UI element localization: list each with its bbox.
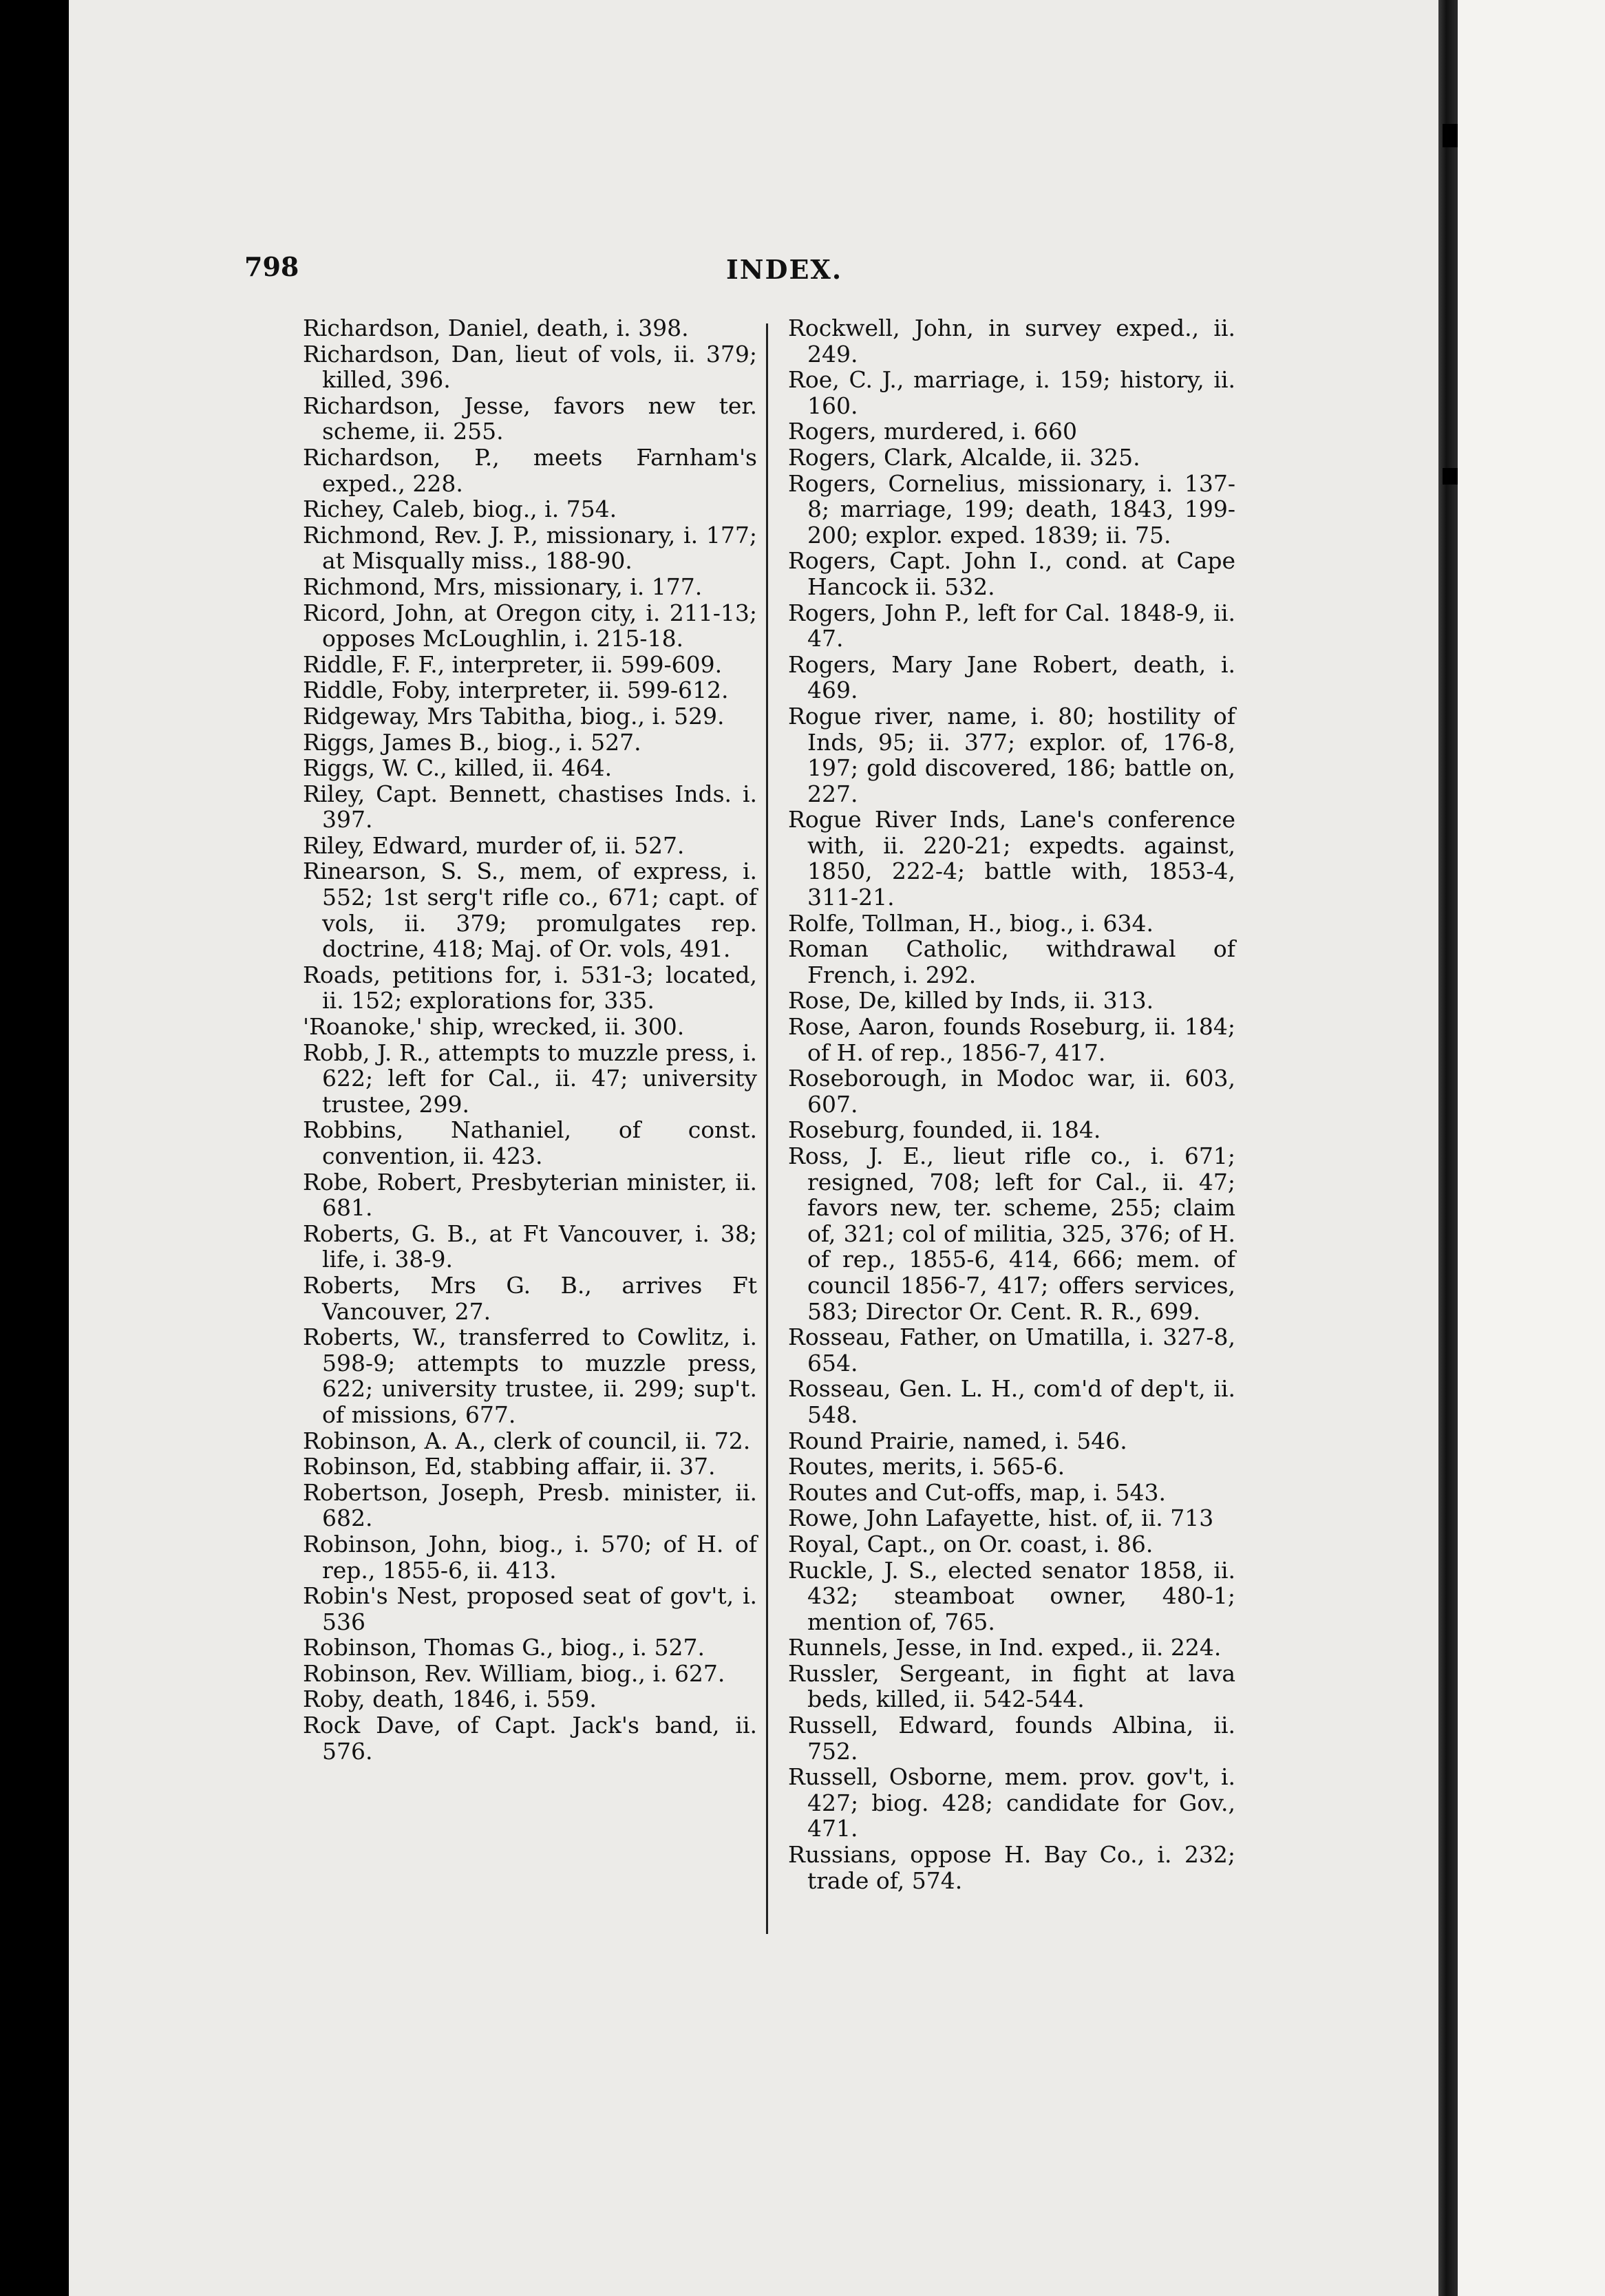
index-entry: 'Roanoke,' ship, wrecked, ii. 300. — [303, 1013, 685, 1041]
index-entry: Rosseau, Father, on Umatilla, i. 327-8, 654. — [788, 1324, 1235, 1376]
index-entry: Russler, Sergeant, in fight at lava beds, killed, ii. 542-544. — [788, 1659, 1235, 1713]
index-entry: Ross, J. E., lieut rifle co., i. 671; resigned, 708; left for Cal., ii. 47; favors new, ter. scheme, 255; claim of, 321; col of militia, 325, 376; of H. of rep., 1855-6, 414, 666; mem. of council 1856-7, 417; offers services, 583; Director Or. Cent. R. R., 699. — [788, 1142, 1235, 1325]
index-entry: Robertson, Joseph, Presb. minister, ii. 682. — [303, 1478, 757, 1532]
index-entry: Robe, Robert, Presbyterian minister, ii. 681. — [303, 1168, 757, 1222]
index-entry: Rolfe, Tollman, H., biog., i. 634. — [788, 909, 1154, 937]
index-entry: Rogers, murdered, i. 660 — [788, 418, 1077, 445]
index-entry: Richardson, Dan, lieut of vols, ii. 379; killed, 396. — [303, 340, 757, 394]
index-entry: Robinson, John, biog., i. 570; of H. of rep., 1855-6, ii. 413. — [303, 1530, 757, 1584]
facing-page-edge — [1438, 0, 1605, 2296]
index-entry: Russell, Edward, founds Albina, ii. 752. — [788, 1712, 1235, 1765]
index-entry: Rosseau, Gen. L. H., com'd of dep't, ii. 548. — [788, 1375, 1235, 1428]
index-entry: Riggs, James B., biog., i. 527. — [303, 728, 641, 756]
index-entry: Richardson, Jesse, favors new ter. scheme, ii. 255. — [303, 392, 757, 445]
index-entry: Ruckle, J. S., elected senator 1858, ii. 432; steamboat owner, 480-1; mention of, 765. — [788, 1556, 1235, 1635]
index-entry: Robinson, A. A., clerk of council, ii. 72. — [303, 1427, 751, 1454]
index-entry: Runnels, Jesse, in Ind. exped., ii. 224. — [788, 1634, 1222, 1661]
index-entry: Richey, Caleb, biog., i. 754. — [303, 496, 617, 523]
book-spine — [1438, 0, 1458, 2296]
index-entry: Robin's Nest, proposed seat of gov't, i. 536 — [303, 1582, 757, 1635]
index-entry: Riddle, F. F., interpreter, ii. 599-609. — [303, 650, 723, 678]
index-entry: Routes, merits, i. 565-6. — [788, 1453, 1065, 1480]
index-entry: Rogers, Capt. John I., cond. at Cape Hancock ii. 532. — [788, 547, 1235, 600]
index-entry: Robbins, Nathaniel, of const. convention, ii. 423. — [303, 1116, 757, 1169]
scan-border-left — [0, 0, 69, 2296]
index-entry: Roseburg, founded, ii. 184. — [788, 1116, 1101, 1144]
index-entry: Rock Dave, of Capt. Jack's band, ii. 576. — [303, 1712, 757, 1765]
index-entry: Russians, oppose H. Bay Co., i. 232; trade of, 574. — [788, 1841, 1235, 1894]
index-entry: Roseborough, in Modoc war, ii. 603, 607. — [788, 1065, 1235, 1118]
index-entry: Rogers, Cornelius, missionary, i. 137-8; marriage, 199; death, 1843, 199-200; explor. exped. 1839; ii. 75. — [788, 469, 1235, 549]
page-header — [244, 251, 1249, 293]
index-column-right — [788, 315, 1235, 1893]
index-entry: Robb, J. R., attempts to muzzle press, i. 622; left for Cal., ii. 47; university trustee, 299. — [303, 1039, 757, 1118]
index-entry: Riley, Edward, murder of, ii. 527. — [303, 831, 685, 859]
index-column-left — [303, 315, 757, 1764]
index-entry: Richmond, Rev. J. P., missionary, i. 177; at Misqually miss., 188-90. — [303, 521, 757, 575]
index-entry: Robinson, Ed, stabbing affair, ii. 37. — [303, 1453, 716, 1480]
column-divider — [766, 323, 768, 1934]
index-entry: Roads, petitions for, i. 531-3; located, ii. 152; explorations for, 335. — [303, 961, 757, 1014]
index-entry: Richardson, Daniel, death, i. 398. — [303, 315, 689, 341]
index-entry: Robinson, Thomas G., biog., i. 527. — [303, 1634, 705, 1661]
index-entry: Rose, Aaron, founds Roseburg, ii. 184; of H. of rep., 1856-7, 417. — [788, 1013, 1235, 1066]
index-entry: Roe, C. J., marriage, i. 159; history, ii. 160. — [788, 366, 1235, 419]
index-entry: Routes and Cut-offs, map, i. 543. — [788, 1478, 1166, 1506]
index-entry: Rogers, Clark, Alcalde, ii. 325. — [788, 443, 1140, 471]
index-entry: Riley, Capt. Bennett, chastises Inds. i. 397. — [303, 780, 757, 833]
running-head: INDEX. — [726, 254, 843, 285]
index-entry: Russell, Osborne, mem. prov. gov't, i. 427; biog. 428; candidate for Gov., 471. — [788, 1763, 1235, 1842]
index-entry: Roberts, W., transferred to Cowlitz, i. 598-9; attempts to muzzle press, 622; university trustee, ii. 299; sup't. of missions, 677. — [303, 1324, 757, 1428]
index-entry: Richardson, P., meets Farnham's exped., 228. — [303, 443, 757, 497]
spine-mark — [1443, 124, 1458, 147]
index-entry: Ricord, John, at Oregon city, i. 211-13; opposes McLoughlin, i. 215-18. — [303, 599, 757, 652]
index-entry: Rose, De, killed by Inds, ii. 313. — [788, 987, 1154, 1014]
index-entry: Richmond, Mrs, missionary, i. 177. — [303, 573, 703, 600]
index-entry: Roman Catholic, withdrawal of French, i. 292. — [788, 935, 1235, 988]
index-entry: Rogers, John P., left for Cal. 1848-9, ii. 47. — [788, 599, 1235, 652]
index-entry: Ridgeway, Mrs Tabitha, biog., i. 529. — [303, 702, 725, 730]
index-entry: Rogue River Inds, Lane's conference with, ii. 220-21; expedts. against, 1850, 222-4; battle with, 1853-4, 311-21. — [788, 806, 1235, 911]
index-entry: Rockwell, John, in survey exped., ii. 249. — [788, 315, 1235, 368]
index-entry: Riddle, Foby, interpreter, ii. 599-612. — [303, 677, 729, 704]
page-number: 798 — [244, 251, 299, 282]
index-entry: Riggs, W. C., killed, ii. 464. — [303, 754, 613, 782]
index-entry: Robinson, Rev. William, biog., i. 627. — [303, 1659, 725, 1687]
index-entry: Round Prairie, named, i. 546. — [788, 1427, 1127, 1454]
spine-mark — [1443, 468, 1458, 485]
index-entry: Roberts, G. B., at Ft Vancouver, i. 38; life, i. 38-9. — [303, 1220, 757, 1273]
index-entry: Rinearson, S. S., mem, of express, i. 552; 1st serg't rifle co., 671; capt. of vols, ii. 379; promulgates rep. doctrine, 418; Maj. of Or. vols, 491. — [303, 858, 757, 963]
index-entry: Rogue river, name, i. 80; hostility of Inds, 95; ii. 377; explor. of, 176-8, 197; gold discovered, 186; battle on, 227. — [788, 702, 1235, 807]
index-entry: Roby, death, 1846, i. 559. — [303, 1686, 597, 1713]
index-entry: Roberts, Mrs G. B., arrives Ft Vancouver, 27. — [303, 1271, 757, 1325]
index-entry: Royal, Capt., on Or. coast, i. 86. — [788, 1530, 1154, 1558]
index-entry: Rogers, Mary Jane Robert, death, i. 469. — [788, 650, 1235, 704]
index-entry: Rowe, John Lafayette, hist. of, ii. 713 — [788, 1505, 1214, 1532]
